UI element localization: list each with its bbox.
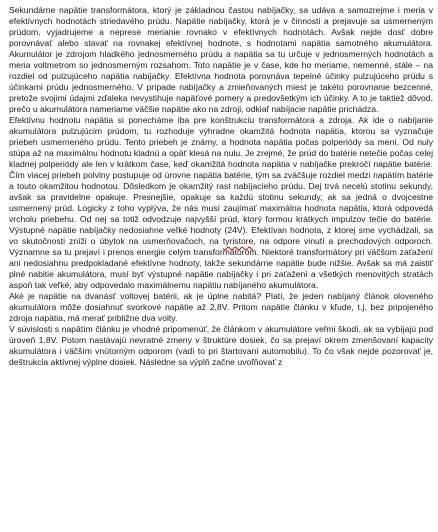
paragraph-2 [9,115,433,291]
misspelled-word[interactable]: tyristore [222,236,254,246]
paragraph-text: , na odpore vinutí a prechodových odporoch. Významne sa tu prejaví i prenos energie celým transformátorom. Niektoré transformátory pri väčšom zaťažení ani nedosiahnu predpokladané efektívne hodnoty, takže sekundárne napätie bude nižšie. Avšak sa má zaistiť plné nabitie akumulátora, musí byť výstupné napätie nabíjačky i pri zaťažení a všetkých menovitých stratách aspoň tak veľké, aby odpovedalo maximálnemu napätiu nabíjaného akumulátora. [9,236,433,290]
paragraph-4 [9,324,433,368]
paragraph-text: Sekundárne napätie transformátora, ktorý je základnou čast‌ou nabíjačky, sa udáva a samozrejme i meria v efektívnych hodnotách striedavého prúdu. Napätie nabíjačky, ktorá je v činnosti a prejavuje sa usmerneným prúdom, vyjadrujeme a neprese merianie rovnako v efektívnych hodnotách. Avšak nejde dosť dobre porovnávať alebo stavať na rovnakej efektívnej hodnote, s hodnotami napätia samotného akumulátora. Akumulátor je zdrojom hladkého jednosmerného prúdu a napätia sa tu určuje v jednosmerných hodnotách a meria voltmetrom so jednosmerným rozsahom. Toto napätie je v čase, kde ho meriame, nemenné, stále – na rozdiel od pulzujúceho napätia nabíjačky. Efektívna hodnota porovnáva tepelné účinky pulzujúceho prúdu s účinkami prúdu jednosmerného. V prípade nabíjačky a zmieňovaných miest je takéto porovnanie bezcenné, pretože svojimi údajmi zďaleka nevystihuje napäťové pomery a predovšetkým ich účinky. A to je taktiež dôvod, prečo u akumulátora nameriame väčšie napätie ako na zdroji, odkiaľ nabíjacie napätie prichádza. [9,5,433,114]
paragraph-text: Efektívnu hodnotu napätia si ponecháme iba pre konštrukciu transformátora a zdroja. Ak ide o nabíjanie akumulátora pulzujúcim prúdom, tu rozhoduje výhradne okamžitá hodnota napätia, ktorou sa vyznačuje priebeh usmerneného prúdu. Tento priebeh je známy, a hodnota napätia počas polperiódy sa mení. Od nuly stúpa až na maximálnu hodnotu kladnú a opäť klesá na nulu. Je zrejmé, že prúd do batérie netečie počas celej kladnej polperiódy ale len v krátkom čase, keď okamžitá hodnota napätia v nabíjačke prekročí napätie batérie. Čím viacej priebeh polvlny postupuje od úrovne napätia batérie, tým sa zväčšuje rozdiel medzi napätím batérie a touto okamžitou hodnotou. Dôsledkom je okamžitý rast nabíjacieho prúdu. Dej trvá necelú stotinu sekundy, avšak sa pravidelne opakuje. Presnejšie, opakuje sa každú stotinu sekundy, ak sa jedná o dvojcestne usmernený prúd. Logicky z toho vyplýva, že nás musí zaujímať maximálna hodnota napätia, ktorá odpovedá vrcholu priebehu. Od nej sa totiž odvodzuje najvyšší prúd, ktorý formou krátkych impulzov tečie do batérie. Výstupné napätie nabíjačky nedosiahne veľké hodnoty (24V). Efektívan hodnota, z ktorej sme vychádzali, sa vo skutočnosti zníži o úbytok na usmerňovačoch, na [9,115,433,246]
document-body [9,5,433,368]
paragraph-text: V súvislosti s napätím článku je vhodné pripomenúť, že článkom v akumulátore veľmi škodí, ak sa vybíjajú pod úroveň 1,8V. Potom nastávajú nevratné zmeny v štruktúre dosiek, čo sa prejaví okrem zmenšovaní kapacity akumulátora i väčším vnútorným odporom (vadí to pri štartovaní automobilu). To čo však nejde pozorovať je, deštrukcia aktívnej výplne dosiek. Následne sa výplň začne uvoľňovať z [9,324,433,367]
paragraph-3 [9,291,433,324]
paragraph-1 [9,5,433,115]
paragraph-text: Aké je napätie na dvanásť voltovej batérii, ak je úplne nabitá? Platí, že jeden nabíjaný článok oloveného akumulátora môže dosiahnuť svorkové napätie až 2,8V. Pritom napätie článku v kľude, t.j. bez pripojeného zdroja napätia, má merať približne dva volty. [9,291,433,323]
